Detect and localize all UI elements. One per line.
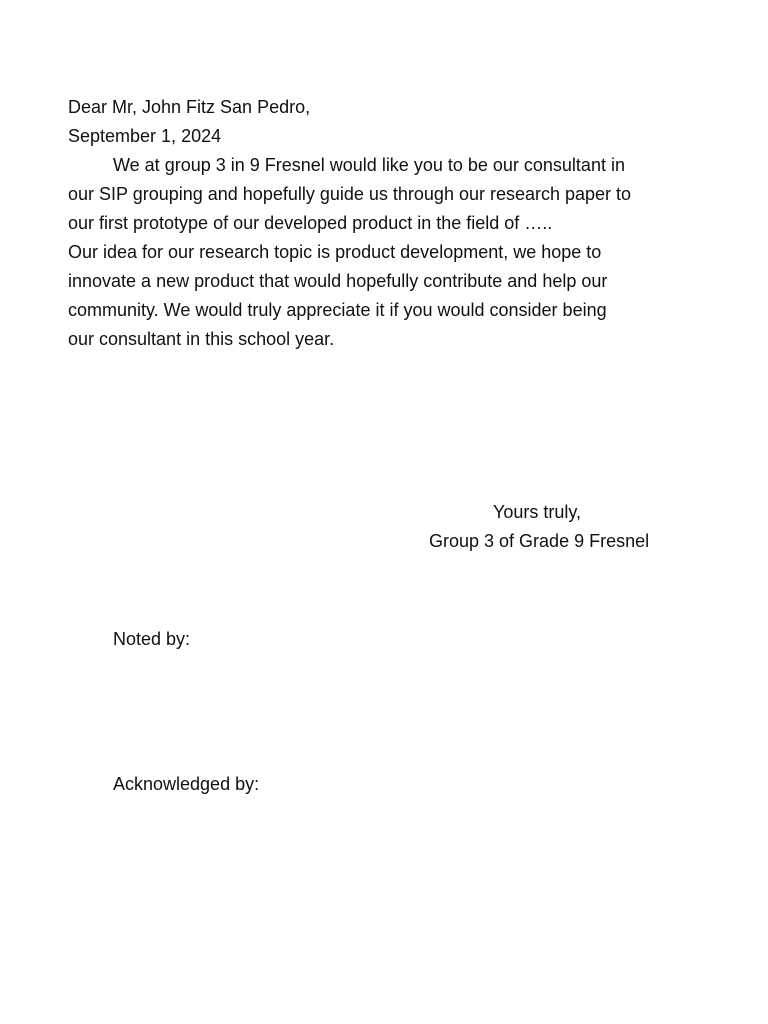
body-line: our SIP grouping and hopefully guide us through our research paper to — [68, 184, 632, 204]
body-line: We at group 3 in 9 Fresnel would like you to be our consultant in — [113, 155, 625, 175]
signature: Group 3 of Grade 9 Fresnel — [429, 531, 650, 551]
body-line: community. We would truly appreciate it if you would consider being — [68, 300, 607, 320]
salutation: Dear Mr, John Fitz San Pedro, — [68, 97, 311, 117]
body-line: Our idea for our research topic is product development, we hope to — [68, 242, 602, 262]
body-line: innovate a new product that would hopefully contribute and help our — [68, 271, 608, 291]
body-line: our first prototype of our developed product in the field of ….. — [68, 213, 553, 233]
body-line: our consultant in this school year. — [68, 329, 335, 349]
closing: Yours truly, — [493, 502, 582, 522]
letter-date: September 1, 2024 — [68, 126, 222, 146]
acknowledged-by-label: Acknowledged by: — [113, 774, 260, 794]
noted-by-label: Noted by: — [113, 629, 191, 649]
